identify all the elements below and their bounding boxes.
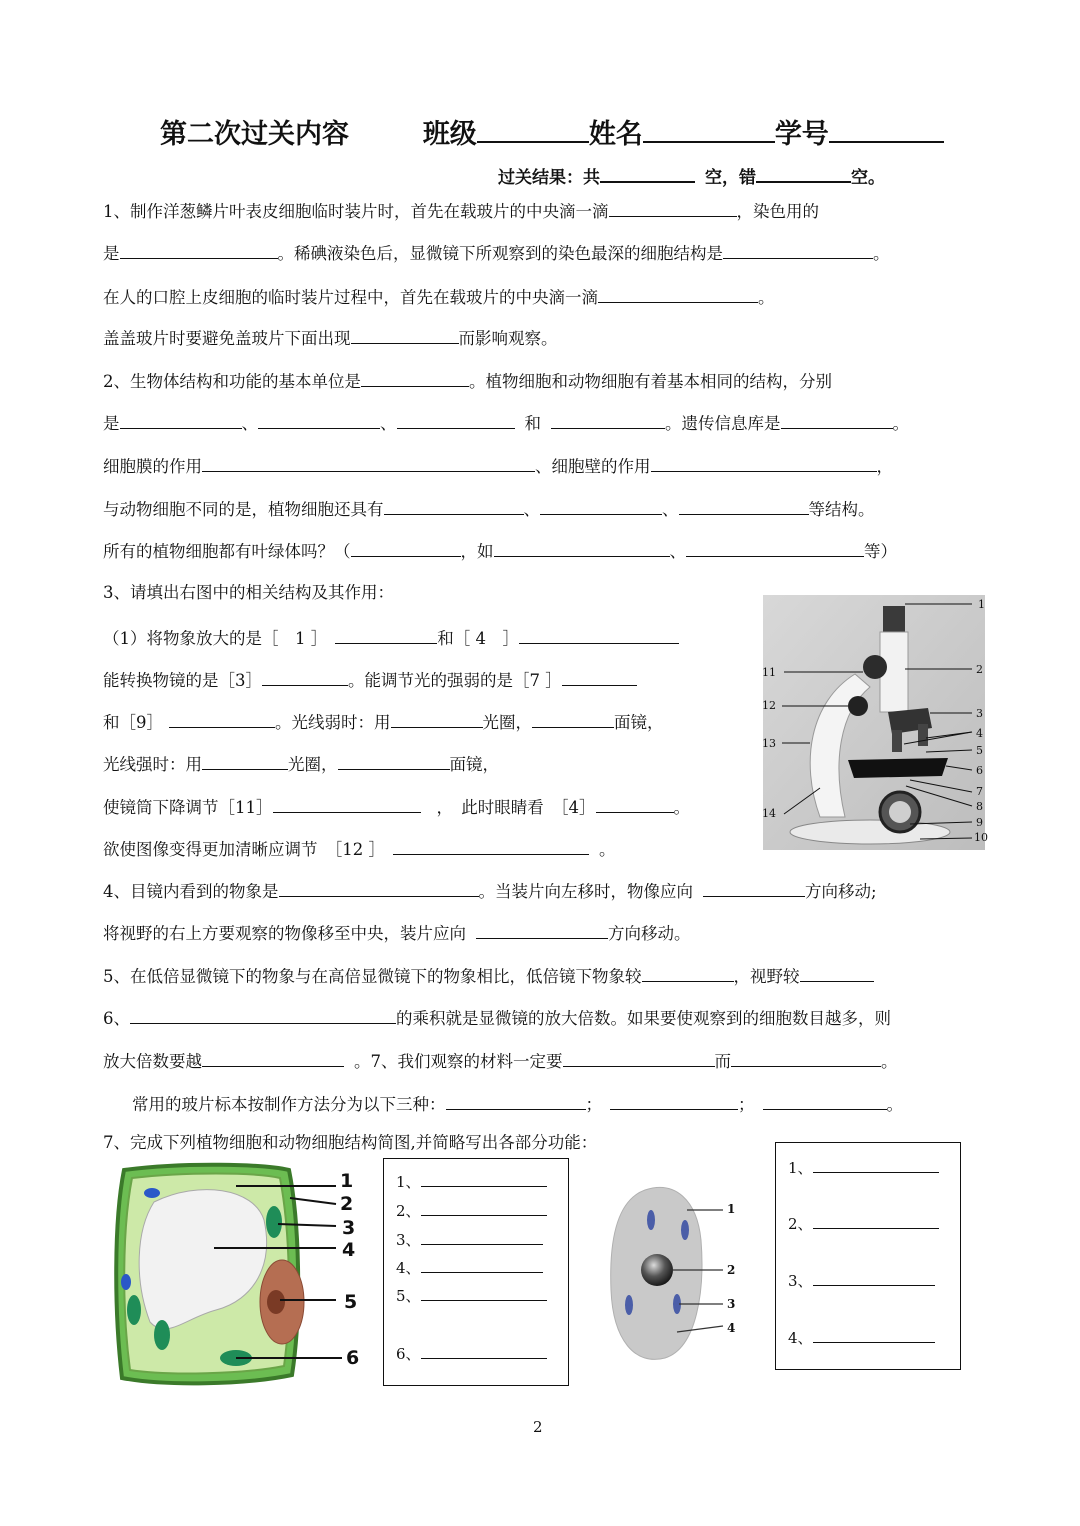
row-number: 4、 (396, 1259, 421, 1277)
objective-lens (892, 730, 902, 752)
q5-text: 5、在低倍显微镜下的物象与在高倍显微镜下的物象相比，低倍镜下物象较 (103, 967, 642, 986)
q2-line-5 (103, 538, 897, 563)
q1-text: 1、制作洋葱鳞片叶表皮细胞临时装片时，首先在载玻片的中央滴一滴 (103, 202, 609, 221)
q3-blank-2[interactable] (519, 625, 679, 644)
q1-blank-2[interactable] (120, 240, 278, 259)
plant-label-3: 3 (342, 1217, 356, 1239)
plant-answer-row-4 (396, 1257, 543, 1278)
microscope-label-2: 2 (976, 663, 983, 676)
plant-answer-row-2 (396, 1200, 547, 1221)
row-number: 1、 (396, 1173, 421, 1191)
q6-blank-5[interactable] (446, 1091, 586, 1110)
animal-label-1: 1 (727, 1202, 736, 1216)
q3-text: 。能调节光的强弱的是［7 ］ (348, 671, 562, 690)
q2-text: 细胞膜的作用 (103, 457, 202, 476)
q2-blank-12[interactable] (351, 538, 461, 557)
q2-text: 、 (523, 500, 540, 519)
chloroplast (154, 1320, 170, 1350)
small-organelle (121, 1274, 131, 1290)
microscope-label-1: 1 (978, 598, 985, 611)
q2-blank-7[interactable] (202, 453, 535, 472)
plant-answer-row-6 (396, 1343, 547, 1364)
animal-organelle (681, 1220, 689, 1240)
q2-text: ，如 (460, 542, 494, 561)
q3-blank-10[interactable] (273, 794, 421, 813)
q3-text: 光圈， (288, 755, 338, 774)
q6-blank-2[interactable] (202, 1048, 344, 1067)
q2-blank-14[interactable] (686, 538, 864, 557)
q3-blank-6[interactable] (391, 709, 483, 728)
objective-lens-2 (918, 724, 928, 746)
q6-text: ； (738, 1095, 755, 1114)
q1-text: 。稀碘液染色后，显微镜下所观察到的染色最深的细胞结构是 (277, 244, 723, 263)
q3-text: 。光线弱时：用 (275, 713, 391, 732)
q2-blank-5[interactable] (551, 410, 665, 429)
animal-answer-row-4 (788, 1327, 935, 1348)
id-field[interactable] (829, 117, 944, 143)
q3-text: ， 此时眼睛看 ［4］ (436, 798, 596, 817)
q2-blank-4[interactable] (397, 410, 515, 429)
animal-answer-field-3[interactable] (813, 1271, 935, 1286)
q3-blank-9[interactable] (338, 751, 450, 770)
q1-text: 是 (103, 244, 120, 263)
q2-blank-6[interactable] (781, 410, 893, 429)
q6-text: ； (585, 1095, 602, 1114)
q2-text: 和 (524, 414, 541, 433)
row-number: 2、 (788, 1215, 813, 1233)
animal-answer-field-4[interactable] (813, 1328, 935, 1343)
fine-knob (848, 696, 868, 716)
q6-blank-1[interactable] (130, 1005, 396, 1024)
q5-blank-1[interactable] (642, 963, 734, 982)
plant-answer-row-5 (396, 1285, 547, 1306)
class-field[interactable] (477, 117, 589, 143)
q4-line-1 (103, 878, 877, 903)
q1-blank-1[interactable] (609, 198, 737, 217)
q6-blank-4[interactable] (731, 1048, 881, 1067)
q3-text: 欲使图像变得更加清晰应调节 ［12 ］ (103, 840, 385, 859)
microscope-label-10: 10 (974, 831, 988, 844)
microscope-photo-background (763, 595, 985, 850)
q1-line-4 (103, 325, 558, 350)
row-number: 2、 (396, 1202, 421, 1220)
q3-text: 和［ 4 ］ (437, 629, 519, 648)
microscope-label-12: 12 (762, 699, 776, 712)
animal-label-2: 2 (727, 1263, 736, 1277)
q2-text: 、 (662, 500, 679, 519)
q6-blank-6[interactable] (610, 1091, 738, 1110)
q1-text: 盖盖玻片时要避免盖玻片下面出现 (103, 329, 351, 348)
plant-answer-row-1 (396, 1171, 547, 1192)
plant-answer-field-1[interactable] (421, 1172, 547, 1187)
q6-line-3 (132, 1091, 903, 1116)
q1-line-2 (103, 240, 890, 265)
result-prefix: 过关结果：共 (498, 168, 600, 188)
q2-line-4 (103, 496, 875, 521)
microscope-label-6: 6 (976, 764, 983, 777)
row-number: 3、 (788, 1272, 813, 1290)
animal-answer-field-1[interactable] (813, 1158, 939, 1173)
q3-text: （1）将物象放大的是［ 1 ］ (103, 629, 328, 648)
q6-text: 而 (714, 1052, 731, 1071)
microscope-figure (760, 592, 1000, 854)
q2-text: 与动物细胞不同的是，植物细胞还具有 (103, 500, 384, 519)
q4-text: 。当装片向左移时，物像应向 (478, 882, 693, 901)
animal-label-4: 4 (727, 1321, 736, 1335)
q3-line-5 (103, 794, 690, 819)
row-number: 4、 (788, 1329, 813, 1347)
q2-line-1 (103, 368, 832, 393)
q6-text: 6、 (103, 1009, 130, 1028)
q6-text: 常用的玻片标本按制作方法分为以下三种： (132, 1095, 446, 1114)
plant-label-6: 6 (346, 1347, 360, 1369)
plant-label-1: 1 (340, 1170, 354, 1192)
microscope-label-11: 11 (762, 666, 776, 679)
q4-blank-1[interactable] (279, 878, 479, 897)
coarse-knob (863, 655, 887, 679)
microscope-label-5: 5 (976, 744, 983, 757)
page-title: 第二次过关内容 (160, 119, 349, 150)
eyepiece (883, 606, 905, 634)
q3-text: 3、请填出右图中的相关结构及其作用： (103, 583, 394, 602)
class-label: 班级 (422, 119, 477, 150)
q2-text: 。遗传信息库是 (665, 414, 781, 433)
stage (848, 758, 948, 778)
row-number: 6、 (396, 1345, 421, 1363)
q2-text: 2、生物体结构和功能的基本单位是 (103, 372, 361, 391)
q1-text: 。 (758, 288, 775, 307)
q4-text: 4、目镜内看到的物象是 (103, 882, 279, 901)
q6-blank-7[interactable] (763, 1091, 887, 1110)
result-suffix: 空。 (851, 168, 885, 188)
animal-answer-row-1 (788, 1157, 939, 1178)
q3-line-3 (103, 709, 664, 734)
q2-blank-11[interactable] (679, 496, 809, 515)
q3-line-1 (103, 625, 679, 650)
microscope-label-13: 13 (762, 737, 776, 750)
result-mid: 空，错 (705, 168, 756, 188)
q3-blank-1[interactable] (335, 625, 437, 644)
row-number: 1、 (788, 1159, 813, 1177)
microscope-label-8: 8 (976, 800, 983, 813)
q2-blank-2[interactable] (120, 410, 242, 429)
plant-answer-field-4[interactable] (421, 1258, 543, 1273)
plant-answer-field-6[interactable] (421, 1344, 547, 1359)
row-number: 3、 (396, 1231, 421, 1249)
animal-answer-row-2 (788, 1213, 939, 1234)
animal-answer-field-2[interactable] (813, 1214, 939, 1229)
q5-blank-2[interactable] (800, 963, 874, 982)
plant-answer-field-2[interactable] (421, 1201, 547, 1216)
animal-cell-figure (605, 1180, 755, 1380)
microscope-label-4: 4 (976, 727, 983, 740)
q3-text: 能转换物镜的是［3］ (103, 671, 262, 690)
q4-text: 将视野的右上方要观察的物像移至中央，装片应向 (103, 924, 466, 943)
q1-blank-3[interactable] (723, 240, 873, 259)
q1-line-3 (103, 284, 775, 309)
q2-text: 、细胞壁的作用 (535, 457, 651, 476)
q6-text: 。 (881, 1052, 898, 1071)
plant-label-4: 4 (342, 1239, 356, 1261)
q5-text: ，视野较 (733, 967, 800, 986)
animal-label-3: 3 (727, 1297, 736, 1311)
q3-intro (103, 582, 394, 604)
q1-blank-4[interactable] (598, 284, 758, 303)
plant-answer-field-3[interactable] (421, 1230, 543, 1245)
plant-answer-field-5[interactable] (421, 1286, 547, 1301)
plant-answer-row-3 (396, 1229, 543, 1250)
q2-text: 、 (380, 414, 397, 433)
q1-text: 而影响观察。 (458, 329, 558, 348)
q2-text: ， (876, 457, 893, 476)
q3-line-6 (103, 836, 616, 861)
q6-blank-3[interactable] (563, 1048, 715, 1067)
chloroplast (127, 1295, 141, 1325)
q2-text: 是 (103, 414, 120, 433)
q6-text: 放大倍数要越 (103, 1052, 202, 1071)
name-field[interactable] (643, 117, 775, 143)
q1-line-1 (103, 198, 819, 223)
q3-text: 光线强时：用 (103, 755, 202, 774)
q3-text: 光圈， (482, 713, 532, 732)
q1-text: 。 (873, 244, 890, 263)
microscope-label-3: 3 (976, 707, 983, 720)
plant-label-2: 2 (340, 1193, 354, 1215)
animal-nucleus (641, 1254, 673, 1286)
animal-answer-box (775, 1142, 961, 1370)
q1-blank-5[interactable] (351, 325, 459, 344)
small-organelle (144, 1188, 160, 1198)
page-number: 2 (533, 1418, 543, 1436)
q3-text: 面镜， (449, 755, 499, 774)
name-label: 姓名 (588, 119, 643, 150)
q4-blank-2[interactable] (703, 878, 805, 897)
q3-blank-8[interactable] (202, 751, 288, 770)
chloroplast (266, 1206, 282, 1238)
q2-text: 、 (669, 542, 686, 561)
q3-line-4 (103, 751, 499, 776)
plant-cell-figure (104, 1160, 374, 1390)
q6-line-2 (103, 1048, 898, 1073)
q3-text: 。 (673, 798, 690, 817)
q2-text: 等结构。 (808, 500, 875, 519)
q2-blank-3[interactable] (258, 410, 380, 429)
q3-text: 和［9］ (103, 713, 163, 732)
plant-answer-box (383, 1158, 569, 1386)
q2-text: 。植物细胞和动物细胞有着基本相同的结构，分别 (469, 372, 832, 391)
microscope-label-7: 7 (976, 785, 983, 798)
q7-text: 7、完成下列植物细胞和动物细胞结构简图,并简略写出各部分功能： (103, 1133, 598, 1152)
id-label: 学号 (774, 119, 829, 150)
q3-blank-5[interactable] (169, 709, 275, 728)
plant-label-5: 5 (344, 1291, 358, 1313)
q6-text: 的乘积就是显微镜的放大倍数。如果要使观察到的细胞数目越多，则 (396, 1009, 891, 1028)
nucleolus (267, 1290, 285, 1314)
q3-text: 。 (599, 840, 616, 859)
q4-line-2 (103, 920, 691, 945)
mirror-glass (889, 801, 911, 823)
animal-answer-row-3 (788, 1270, 935, 1291)
q2-blank-10[interactable] (540, 496, 662, 515)
q2-line-2 (103, 410, 909, 435)
q2-text: 、 (241, 414, 258, 433)
q3-text: 使镜筒下降调节［11］ (103, 798, 273, 817)
q2-blank-9[interactable] (384, 496, 524, 515)
q4-blank-3[interactable] (476, 920, 608, 939)
q6-text: 。7、我们观察的材料一定要 (354, 1052, 563, 1071)
q4-text: 方向移动; (805, 882, 877, 901)
q2-text: 所有的植物细胞都有叶绿体吗？（ (103, 542, 351, 561)
q3-line-2 (103, 667, 637, 692)
q2-blank-13[interactable] (494, 538, 670, 557)
q3-blank-12[interactable] (393, 836, 589, 855)
animal-organelle (625, 1295, 633, 1315)
q3-text: 面镜， (614, 713, 664, 732)
q2-blank-1[interactable] (361, 368, 469, 387)
q5-line-1 (103, 963, 874, 988)
q2-blank-8[interactable] (651, 453, 877, 472)
q4-text: 方向移动。 (608, 924, 691, 943)
result-total-field[interactable] (600, 163, 695, 183)
q6-line-1 (103, 1005, 891, 1030)
q1-text: ，染色用的 (736, 202, 819, 221)
q3-blank-3[interactable] (262, 667, 348, 686)
q2-text: 等） (864, 542, 897, 561)
q3-blank-4[interactable] (562, 667, 637, 686)
animal-organelle (647, 1210, 655, 1230)
result-wrong-field[interactable] (756, 163, 851, 183)
row-number: 5、 (396, 1287, 421, 1305)
q3-blank-7[interactable] (532, 709, 614, 728)
q3-blank-11[interactable] (596, 794, 674, 813)
q2-text: 。 (892, 414, 909, 433)
microscope-label-9: 9 (976, 816, 983, 829)
q2-line-3 (103, 453, 893, 478)
microscope-label-14: 14 (762, 807, 776, 820)
q7-intro (103, 1132, 597, 1154)
q1-text: 在人的口腔上皮细胞的临时装片过程中，首先在载玻片的中央滴一滴 (103, 288, 598, 307)
page-title-line (160, 112, 944, 151)
q6-text: 。 (886, 1095, 903, 1114)
result-line (498, 163, 885, 188)
